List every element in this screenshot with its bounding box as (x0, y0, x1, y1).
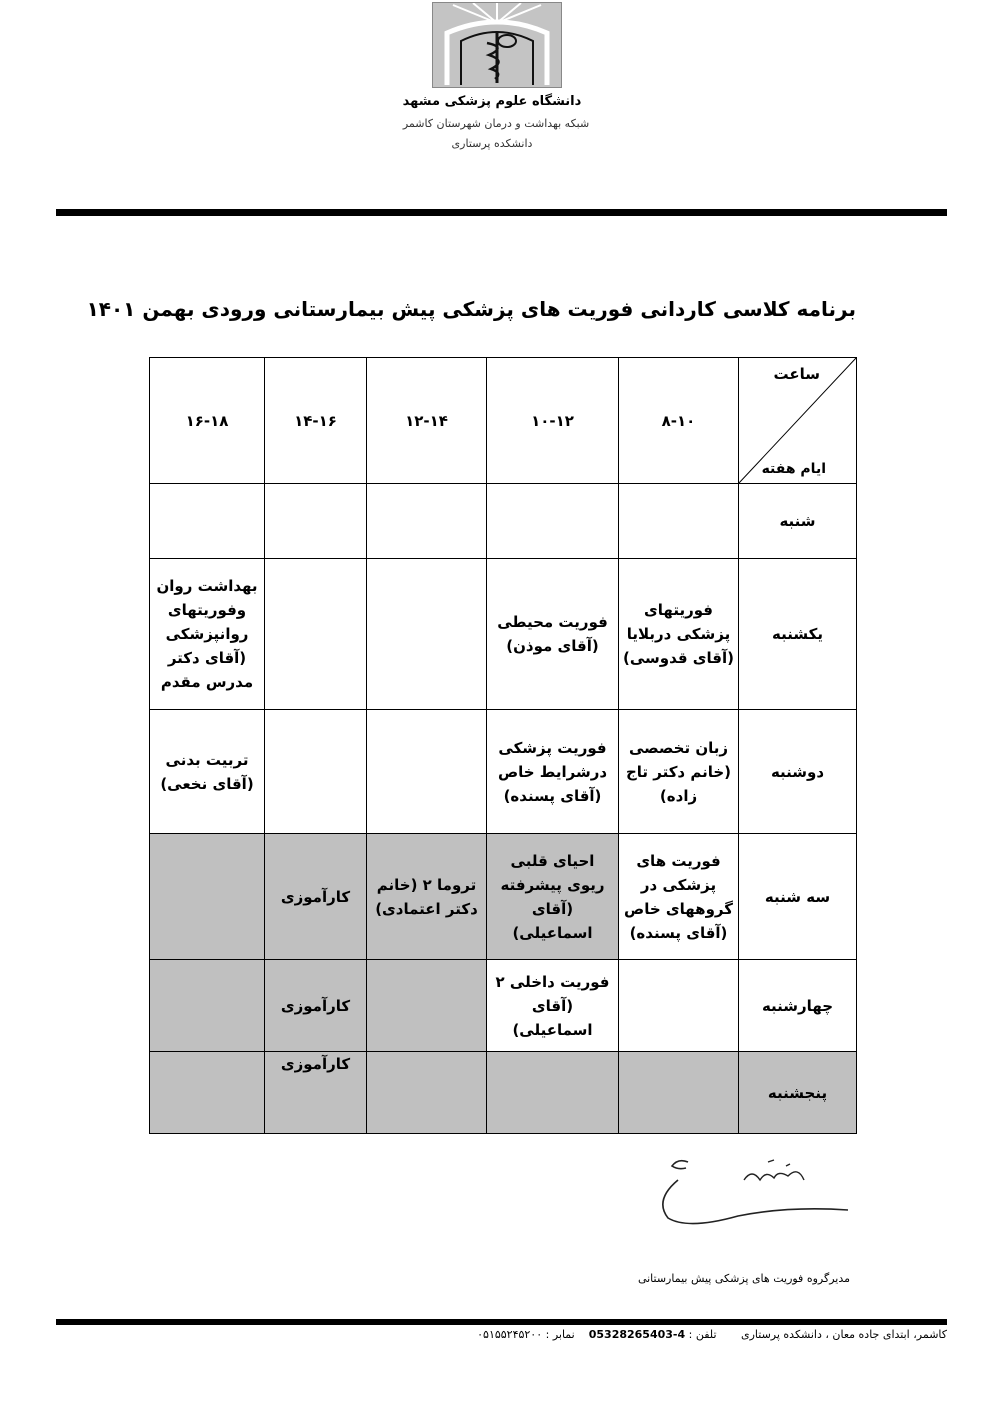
corner-days-label: ایام هفته (761, 461, 826, 477)
page-title: برنامه کلاسی کاردانی فوریت های پزشکی پیش بیمارستانی ورودی بهمن ۱۴۰۱ (86, 297, 856, 321)
footer-divider (56, 1319, 947, 1325)
day-label: سه شنبه (739, 834, 857, 960)
header-divider (56, 209, 947, 216)
table-row (150, 484, 857, 559)
table-cell: کارآموزی (265, 960, 367, 1052)
table-cell (150, 484, 265, 559)
university-emblem-icon (432, 2, 562, 88)
table-cell (265, 559, 367, 710)
column-header: ۱۴-۱۶ (265, 358, 367, 484)
table-cell (367, 484, 487, 559)
table-cell (367, 1052, 487, 1134)
column-header: ۱۰-۱۲ (487, 358, 619, 484)
phone-number: 05328265403-4 (588, 1328, 686, 1341)
corner-hour-label: ساعت (773, 365, 820, 383)
university-name: دانشگاه علوم پزشکی مشهد (402, 94, 582, 109)
column-header: ۱۶-۱۸ (150, 358, 265, 484)
table-cell (487, 1052, 619, 1134)
table-cell: تروما ۲ (خانم دکتر اعتمادی) (367, 834, 487, 960)
table-cell (619, 1052, 739, 1134)
table-cell (265, 710, 367, 834)
table-cell: زبان تخصصی (خانم دکتر تاج زاده) (619, 710, 739, 834)
table-cell: فوریت محیطی (آقای موذن) (487, 559, 619, 710)
table-cell: کارآموزی (265, 1052, 367, 1134)
day-label: دوشنبه (739, 710, 857, 834)
table-cell (367, 559, 487, 710)
fax-number: ۰۵۱۵۵۲۴۵۲۰۰ (477, 1328, 543, 1341)
table-header-row (150, 358, 857, 484)
table-cell (619, 960, 739, 1052)
footer-address: کاشمر، ابتدای جاده معان ، دانشکده پرستاری (740, 1328, 947, 1341)
corner-cell (739, 358, 857, 484)
table-cell: بهداشت روان وفوریتهای روانپزشکی (آقای دکتر مدرس مقدم (150, 559, 265, 710)
footer-contact (430, 1328, 947, 1341)
table-cell (150, 834, 265, 960)
table-cell: تربیت بدنی (آقای نخعی) (150, 710, 265, 834)
table-cell (367, 710, 487, 834)
table-cell: فوریت داخلی ۲ (آقای اسماعیلی) (487, 960, 619, 1052)
day-label: شنبه (739, 484, 857, 559)
day-label: پنجشنبه (739, 1052, 857, 1134)
table-cell: فوریت های پزشکی در گروههای خاص (آقای پسنده) (619, 834, 739, 960)
column-header: ۸-۱۰ (619, 358, 739, 484)
schedule-table (149, 357, 857, 1134)
handwritten-signature-icon (648, 1140, 856, 1252)
table-row (150, 960, 857, 1052)
table-cell: احیای قلبی ریوی پیشرفته (آقای اسماعیلی) (487, 834, 619, 960)
table-row (150, 834, 857, 960)
table-cell (487, 484, 619, 559)
table-cell (150, 960, 265, 1052)
table-cell: کارآموزی (265, 834, 367, 960)
fax-label: نمابر : (545, 1328, 575, 1341)
day-label: چهارشنبه (739, 960, 857, 1052)
table-cell (619, 484, 739, 559)
health-network-name: شبکه بهداشت و درمان شهرستان کاشمر (402, 117, 590, 130)
day-label: یکشنبه (739, 559, 857, 710)
column-header: ۱۲-۱۴ (367, 358, 487, 484)
table-cell (150, 1052, 265, 1134)
signature-caption: مدیرگروه فوریت های پزشکی پیش بیمارستانی (637, 1272, 850, 1285)
table-cell: فوریت پزشکی درشرایط خاص (آقای پسنده) (487, 710, 619, 834)
table-cell (367, 960, 487, 1052)
table-cell (265, 484, 367, 559)
phone-label: تلفن : (688, 1328, 717, 1341)
table-row (150, 1052, 857, 1134)
table-row (150, 559, 857, 710)
table-cell: فوریتهای پزشکی دربلایا (آقای قدوسی) (619, 559, 739, 710)
table-row (150, 710, 857, 834)
school-name: دانشکده پرستاری (451, 137, 533, 150)
